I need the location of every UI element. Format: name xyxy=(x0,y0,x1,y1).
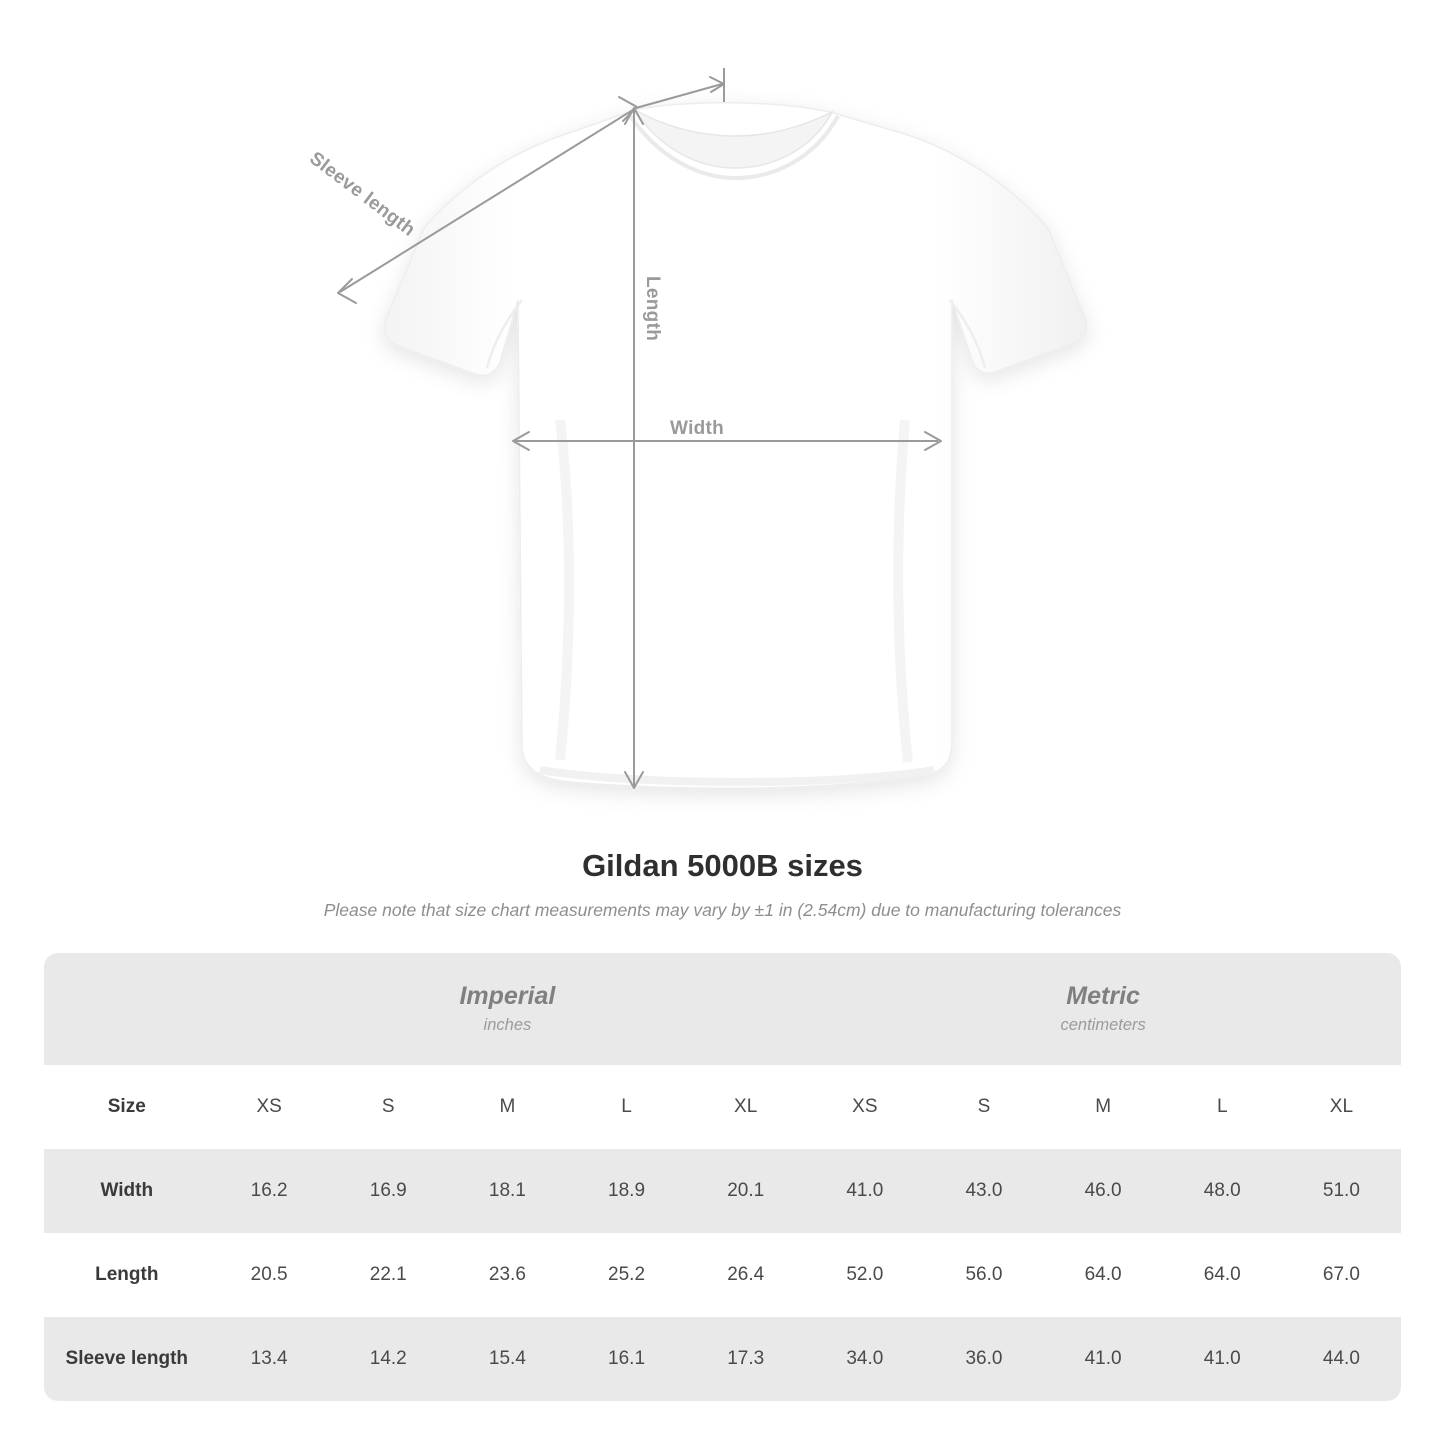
width-label: Width xyxy=(670,418,725,439)
cell-sleeve-metric-l: 41.0 xyxy=(1163,1317,1282,1401)
cell-width-imperial-m: 18.1 xyxy=(448,1149,567,1233)
unit-header-spacer xyxy=(44,953,210,1065)
cell-width-metric-l: 48.0 xyxy=(1163,1149,1282,1233)
cell-width-metric-m: 46.0 xyxy=(1044,1149,1163,1233)
unit-name-imperial: inches xyxy=(483,1016,532,1035)
cell-sleeve-imperial-xs: 13.4 xyxy=(210,1317,329,1401)
cell-width-metric-xl: 51.0 xyxy=(1282,1149,1401,1233)
size-col-metric-m: M xyxy=(1044,1065,1163,1149)
sleeve-length-label: Sleeve length xyxy=(305,148,419,241)
unit-group-metric xyxy=(805,953,1401,1065)
unit-group-imperial xyxy=(210,953,806,1065)
size-col-metric-xl: XL xyxy=(1282,1065,1401,1149)
size-col-metric-l: L xyxy=(1163,1065,1282,1149)
cell-length-metric-xs: 52.0 xyxy=(846,1264,884,1285)
cell-length-imperial-s: 22.1 xyxy=(369,1264,407,1285)
row-header-size: Size xyxy=(44,1065,210,1149)
cell-sleeve-imperial-m: 15.4 xyxy=(448,1317,567,1401)
cell-length-metric-s: 56.0 xyxy=(965,1264,1003,1285)
table-row xyxy=(44,1233,1401,1317)
cell-sleeve-imperial-l: 16.1 xyxy=(567,1317,686,1401)
size-col-imperial-s: S xyxy=(329,1065,448,1149)
cell-width-metric-s: 43.0 xyxy=(924,1149,1043,1233)
size-col-metric-s: S xyxy=(924,1065,1043,1149)
table-row xyxy=(44,1149,1401,1233)
unit-header-row xyxy=(44,953,1401,1065)
size-col-metric-xs: XS xyxy=(805,1065,924,1149)
size-col-imperial-m: M xyxy=(448,1065,567,1149)
size-chart-table-wrap xyxy=(44,953,1401,1401)
cell-width-metric-xs: 41.0 xyxy=(805,1149,924,1233)
size-col-imperial-xl: XL xyxy=(686,1065,805,1149)
unit-system-imperial: Imperial xyxy=(459,981,556,1010)
size-col-imperial-xs: XS xyxy=(210,1065,329,1149)
row-label-width: Width xyxy=(44,1149,210,1233)
cell-length-imperial-xl: 26.4 xyxy=(727,1264,765,1285)
length-label: Length xyxy=(642,276,663,342)
cell-length-metric-m: 64.0 xyxy=(1084,1264,1122,1285)
cell-sleeve-metric-m: 41.0 xyxy=(1044,1317,1163,1401)
cell-width-imperial-xs: 16.2 xyxy=(210,1149,329,1233)
unit-system-metric: Metric xyxy=(1066,981,1140,1010)
tolerance-note: Please note that size chart measurements may vary by ±1 in (2.54cm) due to manufacturing tolerances xyxy=(323,900,1122,920)
page-title: Gildan 5000B sizes xyxy=(582,848,863,883)
row-label-sleeve-length: Sleeve length xyxy=(44,1317,210,1401)
cell-sleeve-imperial-xl: 17.3 xyxy=(686,1317,805,1401)
cell-length-imperial-xs: 20.5 xyxy=(250,1264,288,1285)
cell-sleeve-metric-xs: 34.0 xyxy=(805,1317,924,1401)
table-row xyxy=(44,1317,1401,1401)
chart-heading xyxy=(0,848,1445,921)
row-label-length: Length xyxy=(95,1264,159,1285)
cell-width-imperial-s: 16.9 xyxy=(329,1149,448,1233)
cell-length-imperial-m: 23.6 xyxy=(488,1264,526,1285)
cell-length-imperial-l: 25.2 xyxy=(608,1264,646,1285)
cell-length-metric-l: 64.0 xyxy=(1203,1264,1241,1285)
tshirt-body xyxy=(384,103,1087,789)
cell-width-imperial-xl: 20.1 xyxy=(686,1149,805,1233)
unit-name-metric: centimeters xyxy=(1060,1016,1146,1035)
cell-width-imperial-l: 18.9 xyxy=(567,1149,686,1233)
cell-sleeve-metric-s: 36.0 xyxy=(924,1317,1043,1401)
size-header-row xyxy=(44,1065,1401,1149)
cell-sleeve-imperial-s: 14.2 xyxy=(329,1317,448,1401)
cell-sleeve-metric-xl: 44.0 xyxy=(1282,1317,1401,1401)
cell-length-metric-xl: 67.0 xyxy=(1322,1264,1360,1285)
size-chart-table xyxy=(44,953,1401,1401)
size-col-imperial-l: L xyxy=(567,1065,686,1149)
